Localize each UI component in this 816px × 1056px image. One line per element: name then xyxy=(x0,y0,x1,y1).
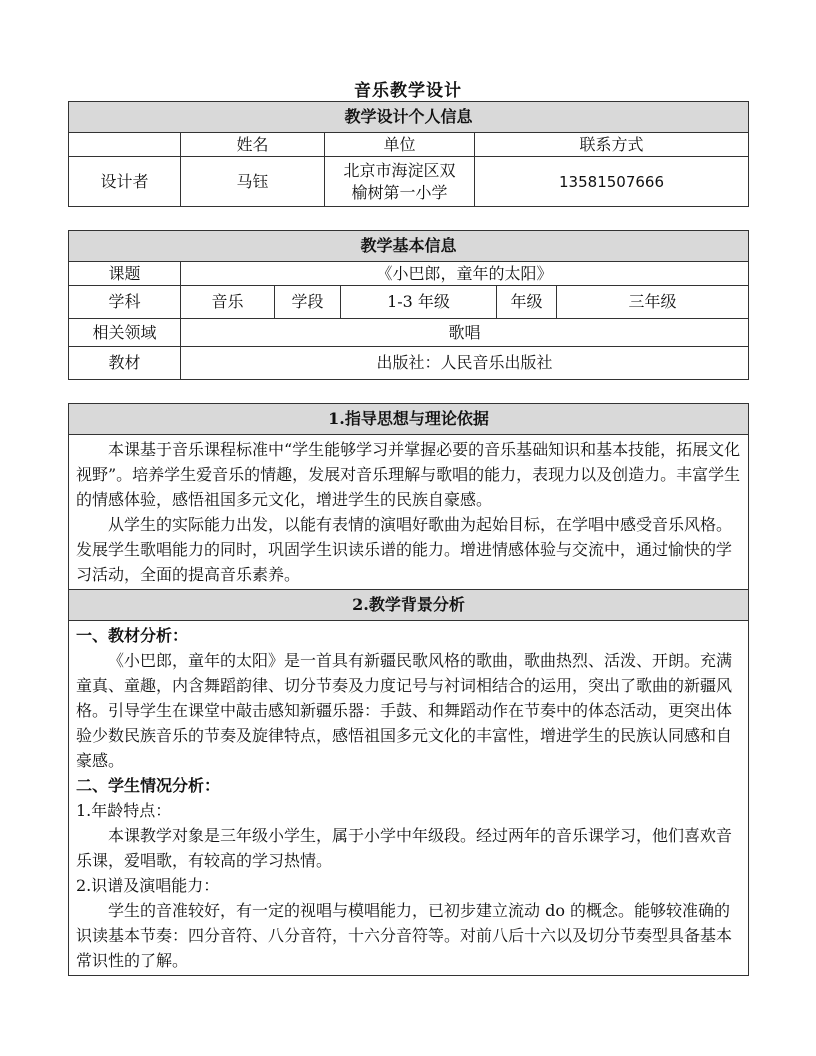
col-name-label: 姓名 xyxy=(181,133,325,157)
topic-value: 《小巴郎，童年的太阳》 xyxy=(181,262,749,286)
basic-info-header: 教学基本信息 xyxy=(69,231,749,262)
unit-line-2: 榆树第一小学 xyxy=(351,182,448,202)
col-contact-label: 联系方式 xyxy=(475,133,749,157)
stage-value: 1-3 年级 xyxy=(341,286,497,319)
field-label: 相关领域 xyxy=(69,319,181,347)
basic-info-table xyxy=(68,230,749,380)
age-traits-paragraph: 本课教学对象是三年级小学生，属于小学中年级段。经过两年的音乐课学习，他们喜欢音乐课，爱唱歌，有较高的学习热情。 xyxy=(76,826,733,870)
personal-info-table xyxy=(68,101,749,207)
section1-body xyxy=(69,435,749,590)
empty-cell xyxy=(69,133,181,157)
section1-paragraph-1: 本课基于音乐课程标准中“学生能够学习并掌握必要的音乐基础知识和基本技能，拓展文化视野”。培养学生爱音乐的情趣，发展对音乐理解与歌唱的能力，表现力以及创造力。丰富学生的情感体验，感悟祖国多元文化，增进学生的民族自豪感。 xyxy=(76,440,741,509)
subject-label: 学科 xyxy=(69,286,181,319)
designer-name: 马钰 xyxy=(181,157,325,207)
singing-ability-heading: 2.识谱及演唱能力： xyxy=(76,876,220,895)
age-traits-heading: 1.年龄特点： xyxy=(76,801,172,820)
material-value: 出版社：人民音乐出版社 xyxy=(181,347,749,380)
unit-line-1: 北京市海淀区双 xyxy=(343,160,456,180)
section2-header: 2.教学背景分析 xyxy=(69,590,749,621)
designer-unit xyxy=(325,157,475,207)
sections-table xyxy=(68,403,749,976)
student-analysis-heading: 二、学生情况分析： xyxy=(76,776,221,795)
material-analysis-paragraph: 《小巴郎，童年的太阳》是一首具有新疆民歌风格的歌曲，歌曲热烈、活泼、开朗。充满童真、童趣，内含舞蹈韵律、切分节奏及力度记号与衬词相结合的运用，突出了歌曲的新疆风格。引导学生在课堂中敲击感知新疆乐器：手鼓、和舞蹈动作在节奏中的体态活动，更突出体验少数民族音乐的节奏及旋律特点，感悟祖国多元文化的丰富性，增进学生的民族认同感和自豪感。 xyxy=(76,651,733,770)
designer-label: 设计者 xyxy=(69,157,181,207)
material-label: 教材 xyxy=(69,347,181,380)
material-analysis-heading: 一、教材分析： xyxy=(76,626,189,645)
personal-info-header: 教学设计个人信息 xyxy=(69,102,749,133)
section1-paragraph-2: 从学生的实际能力出发，以能有表情的演唱好歌曲为起始目标，在学唱中感受音乐风格。发展学生歌唱能力的同时，巩固学生识读乐谱的能力。增进情感体验与交流中，通过愉快的学习活动，全面的提高音乐素养。 xyxy=(76,515,733,584)
col-unit-label: 单位 xyxy=(325,133,475,157)
grade-value: 三年级 xyxy=(557,286,749,319)
field-value: 歌唱 xyxy=(181,319,749,347)
designer-phone: 13581507666 xyxy=(475,157,749,207)
section2-body xyxy=(69,621,749,976)
page-title: 音乐教学设计 xyxy=(354,81,462,101)
grade-label: 年级 xyxy=(497,286,557,319)
subject-value: 音乐 xyxy=(181,286,275,319)
singing-ability-paragraph: 学生的音准较好，有一定的视唱与模唱能力，已初步建立流动 do 的概念。能够较准确的识读基本节奏：四分音符、八分音符，十六分音符等。对前八后十六以及切分节奏型具备基本常识性的了解。 xyxy=(76,901,733,970)
topic-label: 课题 xyxy=(69,262,181,286)
section1-header: 1.指导思想与理论依据 xyxy=(69,404,749,435)
stage-label: 学段 xyxy=(275,286,341,319)
